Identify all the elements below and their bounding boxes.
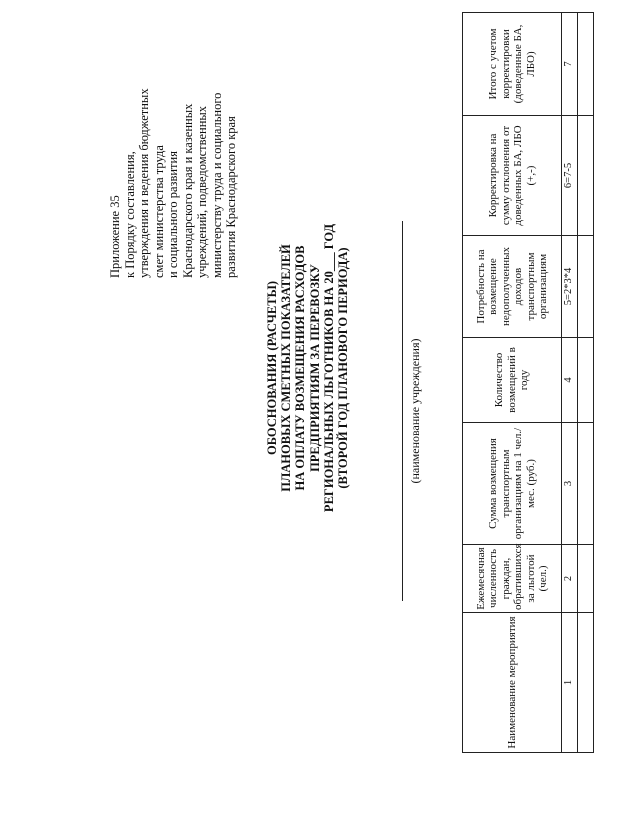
- table-cell: [577, 613, 593, 753]
- title-line: НА ОПЛАТУ ВОЗМЕЩЕНИЯ РАСХОДОВ: [293, 245, 308, 491]
- document-title: [265, 158, 350, 578]
- table-cell: [577, 338, 593, 423]
- appendix-line: утверждения и ведения бюджетных: [137, 88, 151, 278]
- title-line: ПРЕДПРИЯТИЯМ ЗА ПЕРЕВОЗКУ: [307, 264, 322, 472]
- column-number: 3: [562, 423, 578, 545]
- appendix-line: к Порядку составления,: [122, 151, 137, 278]
- appendix-reference: [108, 8, 239, 278]
- column-number: 2: [562, 545, 578, 613]
- header-monthly-count: Ежемесячная численность граждан, обратившихся за льготой (чел.): [463, 545, 562, 613]
- title-line: ОБОСНОВАНИЯ (РАСЧЕТЫ): [265, 280, 279, 456]
- table-header-row: [463, 13, 562, 753]
- header-total: Итого с учетом корректировки (доведенные БА, ЛБО): [463, 13, 562, 116]
- institution-caption: (наименование учреждения): [408, 338, 422, 484]
- title-line: ПЛАНОВЫХ СМЕТНЫХ ПОКАЗАТЕЛЕЙ: [279, 244, 294, 492]
- appendix-line: Приложение 35: [108, 195, 122, 278]
- table-cell: [577, 423, 593, 545]
- column-number: 6=7-5: [562, 116, 578, 236]
- table-cell: [577, 116, 593, 236]
- header-compensation-per-person: Сумма возмещения транспортным организациям на 1 чел./ мес. (руб.): [463, 423, 562, 545]
- title-line: РЕГИОНАЛЬНЫХ ЛЬГОТНИКОВ НА 20___ ГОД: [321, 223, 336, 513]
- title-line: (ВТОРОЙ ГОД ПЛАНОВОГО ПЕРИОДА): [336, 247, 351, 489]
- column-number: 1: [562, 613, 578, 753]
- table-cell: [577, 545, 593, 613]
- appendix-line: и социального развития: [166, 151, 180, 278]
- appendix-line: учреждений, подведомственных: [195, 105, 209, 278]
- column-number: 4: [562, 338, 578, 423]
- column-number: 5=2*3*4: [562, 236, 578, 338]
- institution-underline: [402, 221, 403, 601]
- appendix-line: развития Краснодарского края: [224, 116, 238, 278]
- table-column-number-row: [562, 13, 578, 753]
- header-compensations-per-year: Количество возмещений в году: [463, 338, 562, 423]
- table-empty-row: [577, 13, 593, 753]
- header-need-amount: Потребность на возмещение недополученных доходов транспортным организациям: [463, 236, 562, 338]
- appendix-line: министерству труда и социального: [209, 92, 224, 278]
- header-event-name: Наименование мероприятия: [463, 613, 562, 753]
- table-cell: [577, 236, 593, 338]
- appendix-line: смет министерства труда: [151, 145, 166, 278]
- table-cell: [577, 13, 593, 116]
- calculation-table: [462, 12, 594, 753]
- header-adjustment: Корректировка на сумму отклонения от доведенных БА, ЛБО (+,-): [463, 116, 562, 236]
- appendix-line: Краснодарского края и казенных: [180, 103, 195, 278]
- column-number: 7: [562, 13, 578, 116]
